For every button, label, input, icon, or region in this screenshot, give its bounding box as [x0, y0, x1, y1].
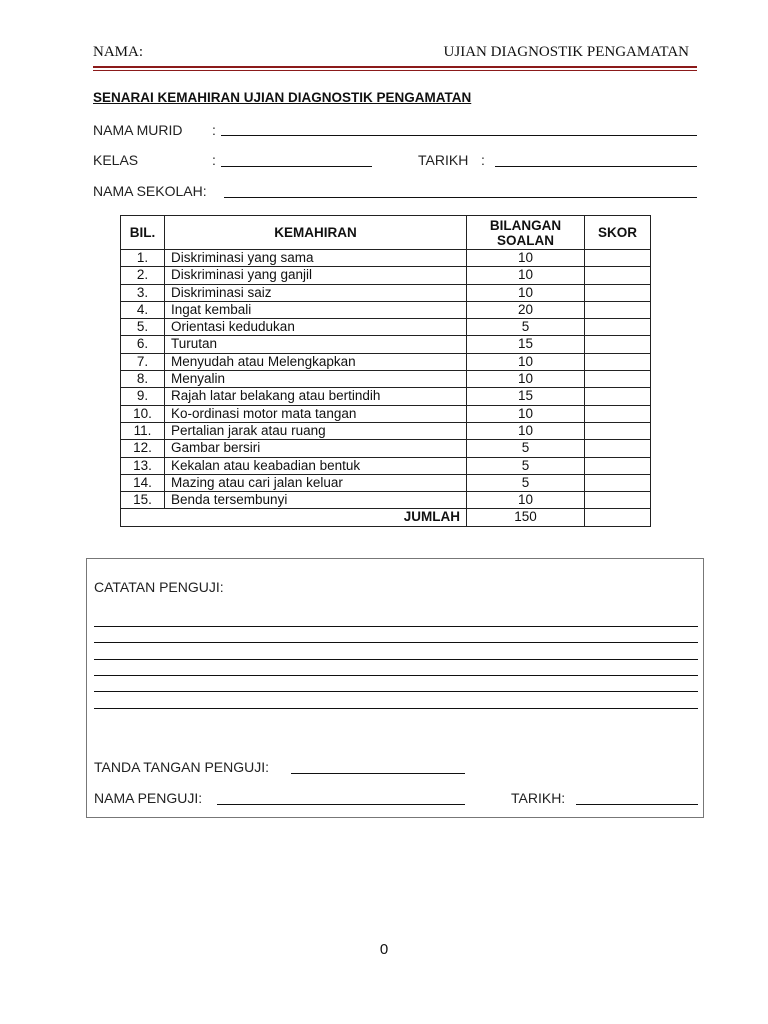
notes-line[interactable] [94, 659, 698, 660]
table-row [121, 336, 651, 353]
header-skor: SKOR [585, 216, 651, 250]
row-number: 12. [121, 440, 165, 457]
table-header-row [121, 216, 651, 250]
header-kemahiran: KEMAHIRAN [165, 216, 467, 250]
date-line[interactable] [495, 166, 697, 167]
row-question-count: 20 [467, 301, 585, 318]
notes-line[interactable] [94, 675, 698, 676]
class-line[interactable] [221, 166, 372, 167]
table-row [121, 284, 651, 301]
table-row [121, 474, 651, 491]
row-number: 9. [121, 388, 165, 405]
page-number: 0 [379, 941, 389, 958]
header-bilangan-line1: BILANGAN [489, 217, 562, 233]
page-header [93, 42, 697, 64]
examiner-date-line[interactable] [576, 804, 698, 805]
date-label: TARIKH [418, 152, 469, 168]
table-row [121, 301, 651, 318]
class-colon: : [212, 152, 216, 168]
table-row [121, 492, 651, 509]
table-row [121, 457, 651, 474]
row-number: 13. [121, 457, 165, 474]
row-skill: Turutan [165, 336, 467, 353]
row-skill: Pertalian jarak atau ruang [165, 422, 467, 439]
row-score-cell[interactable] [585, 353, 651, 370]
table-row [121, 440, 651, 457]
header-rule-thin [93, 70, 697, 71]
row-question-count: 10 [467, 284, 585, 301]
row-question-count: 15 [467, 336, 585, 353]
examiner-name-label: NAMA PENGUJI: [94, 790, 203, 806]
row-skill: Menyudah atau Melengkapkan [165, 353, 467, 370]
row-score-cell[interactable] [585, 440, 651, 457]
row-score-cell[interactable] [585, 422, 651, 439]
row-skill: Ko-ordinasi motor mata tangan [165, 405, 467, 422]
row-score-cell[interactable] [585, 492, 651, 509]
row-question-count: 10 [467, 422, 585, 439]
row-question-count: 5 [467, 319, 585, 336]
row-number: 1. [121, 250, 165, 267]
school-name-line[interactable] [224, 197, 697, 198]
table-row [121, 319, 651, 336]
student-name-colon: : [212, 122, 216, 138]
examiner-name-line[interactable] [217, 804, 465, 805]
row-score-cell[interactable] [585, 336, 651, 353]
row-skill: Ingat kembali [165, 301, 467, 318]
notes-line[interactable] [94, 691, 698, 692]
row-number: 8. [121, 371, 165, 388]
examiner-notes-label: CATATAN PENGUJI: [94, 579, 224, 595]
row-question-count: 15 [467, 388, 585, 405]
class-label: KELAS [93, 152, 139, 168]
header-bilangan-soalan [467, 216, 585, 250]
row-skill: Diskriminasi yang ganjil [165, 267, 467, 284]
row-skill: Orientasi kedudukan [165, 319, 467, 336]
table-row [121, 388, 651, 405]
row-score-cell[interactable] [585, 474, 651, 491]
row-score-cell[interactable] [585, 301, 651, 318]
row-question-count: 10 [467, 267, 585, 284]
notes-line[interactable] [94, 708, 698, 709]
row-number: 5. [121, 319, 165, 336]
row-question-count: 10 [467, 250, 585, 267]
row-score-cell[interactable] [585, 371, 651, 388]
examiner-signature-label: TANDA TANGAN PENGUJI: [94, 759, 270, 775]
row-number: 2. [121, 267, 165, 284]
skills-table [120, 215, 651, 527]
row-number: 4. [121, 301, 165, 318]
total-row [121, 509, 651, 526]
table-row [121, 353, 651, 370]
row-skill: Rajah latar belakang atau bertindih [165, 388, 467, 405]
row-score-cell[interactable] [585, 250, 651, 267]
total-label: JUMLAH [121, 509, 467, 526]
row-question-count: 10 [467, 405, 585, 422]
header-bil: BIL. [121, 216, 165, 250]
header-name-label: NAMA: [93, 44, 144, 60]
row-skill: Menyalin [165, 371, 467, 388]
header-test-title: UJIAN DIAGNOSTIK PENGAMATAN [443, 44, 689, 60]
row-skill: Benda tersembunyi [165, 492, 467, 509]
row-skill: Gambar bersiri [165, 440, 467, 457]
row-number: 11. [121, 422, 165, 439]
notes-line[interactable] [94, 626, 698, 627]
row-score-cell[interactable] [585, 319, 651, 336]
row-score-cell[interactable] [585, 405, 651, 422]
table-row [121, 250, 651, 267]
row-score-cell[interactable] [585, 388, 651, 405]
examiner-date-label: TARIKH: [511, 790, 566, 806]
header-bilangan-line2: SOALAN [497, 232, 554, 248]
row-score-cell[interactable] [585, 284, 651, 301]
school-name-label: NAMA SEKOLAH: [93, 183, 207, 199]
notes-line[interactable] [94, 642, 698, 643]
skills-table-body [121, 250, 651, 509]
row-question-count: 5 [467, 457, 585, 474]
row-number: 3. [121, 284, 165, 301]
row-score-cell[interactable] [585, 267, 651, 284]
document-title: SENARAI KEMAHIRAN UJIAN DIAGNOSTIK PENGAMATAN [93, 90, 472, 105]
row-question-count: 10 [467, 492, 585, 509]
row-number: 14. [121, 474, 165, 491]
row-skill: Mazing atau cari jalan keluar [165, 474, 467, 491]
row-skill: Diskriminasi yang sama [165, 250, 467, 267]
row-number: 10. [121, 405, 165, 422]
row-score-cell[interactable] [585, 457, 651, 474]
row-question-count: 5 [467, 474, 585, 491]
row-skill: Diskriminasi saiz [165, 284, 467, 301]
examiner-notes-box [86, 558, 704, 818]
row-question-count: 10 [467, 371, 585, 388]
row-skill: Kekalan atau keabadian bentuk [165, 457, 467, 474]
row-question-count: 10 [467, 353, 585, 370]
date-colon: : [481, 152, 485, 168]
total-score-cell[interactable] [585, 509, 651, 526]
student-name-label: NAMA MURID [93, 122, 183, 138]
table-row [121, 405, 651, 422]
table-row [121, 422, 651, 439]
table-row [121, 267, 651, 284]
row-question-count: 5 [467, 440, 585, 457]
row-number: 6. [121, 336, 165, 353]
row-number: 7. [121, 353, 165, 370]
header-rule-thick [93, 66, 697, 68]
row-number: 15. [121, 492, 165, 509]
table-row [121, 371, 651, 388]
total-value: 150 [467, 509, 585, 526]
examiner-signature-line[interactable] [291, 773, 465, 774]
student-name-line[interactable] [221, 135, 697, 136]
